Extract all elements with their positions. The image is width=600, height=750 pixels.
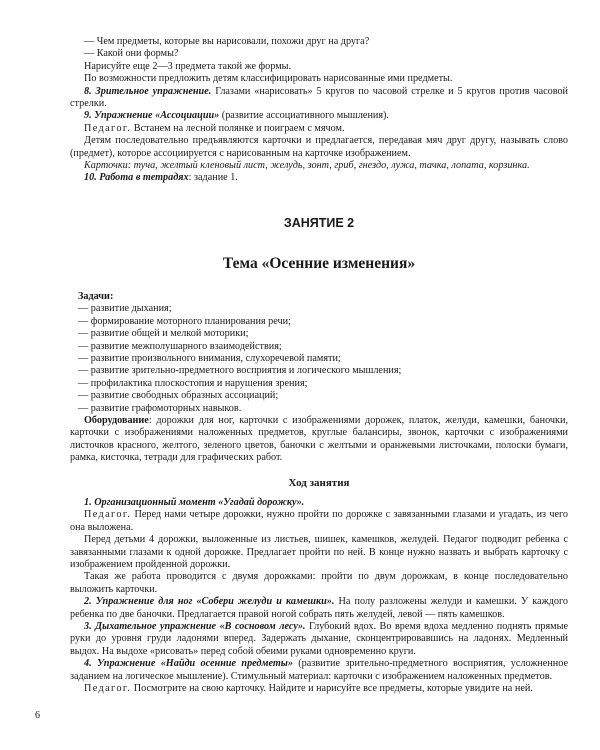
exercise-10-label: 10. Работа в тетрадях (84, 172, 189, 184)
task-item: — развитие зрительно-предметного восприятия и логического мышления; (78, 365, 402, 377)
task-item: — профилактика плоскостопия и нарушения зрения; (78, 377, 308, 389)
step-3 (70, 621, 568, 658)
topic-title: Тема «Осенние изменения» (222, 254, 416, 272)
tasks-label: Задачи (78, 290, 110, 302)
teacher-text: Встанем на лесной полянке и поиграем с мячом. (131, 122, 345, 134)
tasks-heading: Задачи: (78, 290, 114, 302)
step-1-heading (70, 497, 568, 509)
exercise-10 (70, 172, 568, 184)
exercise-9-label: 9. Упражнение «Ассоциации» (84, 110, 220, 122)
question-line: — Чем предметы, которые вы нарисовали, похожи друг на друга? (84, 36, 370, 47)
exercise-8 (70, 86, 568, 111)
exercise-9-text: (развитие ассоциативного мышления). (219, 110, 389, 122)
step-1-paragraph: Перед детьми 4 дорожки, выложенные из листьев, шишек, камешков, желудей. Педагог подводит ребенка с завязанными глазами к одной дорожке. Предлагает пройти по ней. В конце нужно назвать и выбрать карточку с изображением пройденной дорожки. (70, 534, 568, 570)
task-item: — развитие дыхания; (78, 303, 172, 315)
step-2-text: На полу разложены желуди и камешки. У каждого ребенка по две баночки. Предлагается правой ногой собрать пять желудей, левой — пять камешков. (70, 596, 568, 620)
teacher-speech (70, 509, 568, 534)
teacher-label: Педагог. (84, 509, 132, 521)
teacher-speech (70, 683, 568, 695)
equipment-label: Оборудование (84, 414, 149, 426)
exercise-9-cards: Карточки: туча, желтый кленовый лист, желудь, зонт, гриб, гнездо, лужа, тачка, лопата, корзинка. (84, 160, 530, 172)
teacher-label: Педагог. (84, 683, 132, 695)
exercise-8-text: Глазами «нарисовать» 5 кругов по часовой стрелке и 5 кругов против часовой стрелки. (70, 85, 568, 110)
task-item: — развитие произвольного внимания, слухоречевой памяти; (78, 352, 341, 364)
page-content (70, 36, 568, 695)
tasks-list (70, 303, 568, 415)
instruction-line: По возможности предложить детям классифицировать нарисованные ими предметы. (84, 73, 453, 85)
step-2-label: 2. Упражнение для ног «Собери желуди и камешки». (84, 596, 335, 608)
step-4 (70, 658, 568, 683)
lesson-title: ЗАНЯТИЕ 2 (283, 215, 355, 230)
teacher-label: Педагог. (84, 122, 132, 134)
step-2 (70, 596, 568, 621)
instruction-line: Нарисуйте еще 2—3 предмета такой же формы. (84, 60, 292, 72)
task-item: — развитие свободных образных ассоциаций; (78, 390, 279, 402)
exercise-9 (70, 110, 568, 122)
teacher-speech (70, 123, 568, 135)
teacher-text: Посмотрите на свою карточку. Найдите и нарисуйте все предметы, которые увидите на ней. (131, 683, 533, 695)
step-1-paragraph: Такая же работа проводится с двумя дорожками: пройти по двум дорожкам, в конце последовательно выложить карточки. (70, 571, 568, 595)
teacher-text: Перед нами четыре дорожки, нужно пройти по дорожке с завязанными глазами и угадать, из чего она выложена. (70, 509, 568, 533)
task-item: — развитие графомоторных навыков. (78, 402, 242, 414)
exercise-8-label: 8. Зрительное упражнение. (84, 85, 212, 97)
task-item: — формирование моторного планирования речи; (78, 315, 291, 327)
task-item: — развитие общей и мелкой моторики; (78, 328, 249, 340)
step-3-label: 3. Дыхательное упражнение «В сосновом лесу». (84, 621, 306, 633)
exercise-10-text: : задание 1. (188, 172, 238, 184)
page-number: 6 (35, 710, 40, 721)
equipment-text: : дорожки для ног, карточки с изображениями дорожек, платок, желуди, камешки, баночки, карточки с изображениями наложенных предметов, круглые балансиры, звонок, карточки с изображениями листочков красного, желтого, зеленого цветов, баночки с желтыми и оранжевыми листочками, полоски бумаги, рамка, кисточка, тетради для графических работ. (70, 414, 568, 464)
question-line: — Какой они формы? (84, 48, 179, 60)
step-4-text: (развитие зрительно-предметного восприятия, усложненное заданием на логическое мышление). Стимульный материал: карточки с изображением наложенных предметов. (70, 658, 568, 682)
step-3-text: Глубокий вдох. Во время вдоха медленно поднять прямые руки до уровня груди ладонями вперед. Задержать дыхание, сконцентрировавшись на ладонях. Медленный выдох. На выдохе «рисовать» перед собой обеими руками одновременно круги. (70, 621, 568, 657)
exercise-9-description: Детям последовательно предъявляются карточки и предлагается, передавая мяч друг другу, называть слово (предмет), которое ассоциируется с нарисованным на карточке изображением. (70, 135, 568, 159)
course-title: Ход занятия (288, 476, 350, 489)
step-1-label: 1. Организационный момент «Угадай дорожку». (84, 496, 305, 508)
equipment (70, 415, 568, 465)
task-item: — развитие межполушарного взаимодействия; (78, 340, 282, 352)
step-4-label: 4. Упражнение «Найди осенние предметы» (84, 658, 293, 670)
